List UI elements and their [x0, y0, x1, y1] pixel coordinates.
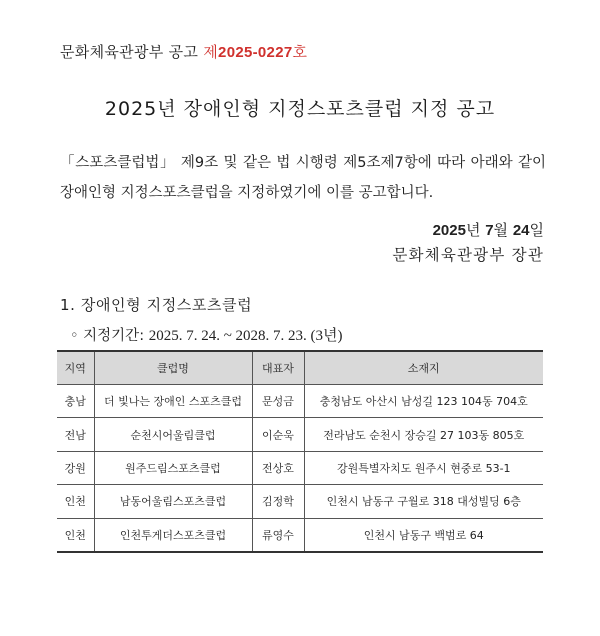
cell-club-name: 남동어울림스포츠클럽 [94, 485, 252, 518]
date-day-unit: 일 [529, 221, 544, 239]
cell-club-name: 순천시어울림클럽 [94, 418, 252, 451]
cell-address: 충청남도 아산시 남성길 123 104동 704호 [304, 385, 543, 418]
cell-address: 인천시 남동구 구월로 318 대성빌딩 6층 [304, 485, 543, 518]
date-year-unit: 년 [465, 221, 486, 239]
cell-representative: 류영수 [252, 518, 304, 552]
notice-number-value: 2025-0227 [218, 44, 293, 61]
cell-club-name: 더 빛나는 장애인 스포츠클럽 [94, 385, 252, 418]
period-label: ◦ 지정기간: [70, 328, 149, 344]
cell-address: 강원특별자치도 원주시 현중로 53-1 [304, 451, 543, 484]
page-title: 2025년 장애인형 지정스포츠클럽 지정 공고 [104, 98, 496, 120]
date-day: 24 [512, 222, 530, 239]
header-region: 지역 [64, 362, 86, 375]
issuer-signature: 문화체육관광부 장관 [392, 246, 544, 264]
table-row [57, 418, 543, 451]
club-table [57, 350, 543, 553]
cell-region: 인천 [64, 495, 86, 509]
notice-prefix: 문화체육관광부 공고 [60, 43, 204, 61]
table-row [57, 385, 543, 418]
cell-club-name: 인천투게더스포츠클럽 [94, 518, 252, 552]
cell-club-name: 원주드림스포츠클럽 [94, 451, 252, 484]
date-year: 2025 [432, 222, 466, 239]
body-part-2: 조 및 같은 법 시행령 제 [204, 155, 358, 171]
notice-date [433, 219, 544, 240]
table-row [57, 485, 543, 518]
section-heading: 1. 장애인형 지정스포츠클럽 [60, 296, 253, 314]
table-header-row [57, 351, 543, 385]
cell-representative: 문성금 [252, 385, 304, 418]
body-paragraph-number: 7 [394, 155, 404, 171]
cell-region: 인천 [64, 528, 86, 542]
table-row [57, 451, 543, 484]
cell-representative: 이순욱 [252, 418, 304, 451]
header-club-name: 클럽명 [94, 351, 252, 385]
cell-region: 강원 [64, 461, 86, 475]
designation-period [70, 324, 343, 345]
header-address: 소재지 [304, 351, 543, 385]
notice-number-line [60, 41, 307, 62]
date-month: 7 [485, 222, 494, 239]
notice-number-pre: 제 [203, 43, 219, 61]
cell-address: 인천시 남동구 백범로 64 [304, 518, 543, 552]
body-decree-article: 5 [357, 155, 367, 171]
body-part-1: 「스포츠클럽법」 제 [60, 155, 195, 171]
body-article-number: 9 [194, 155, 205, 171]
notice-number-post: 호 [292, 43, 308, 61]
body-part-4: 항에 따라 아래와 같이 장애인형 지정스포츠클럽을 지정하였기에 이를 공고합니다. [60, 155, 547, 201]
date-month-unit: 월 [493, 221, 513, 239]
header-representative: 대표자 [252, 351, 304, 385]
notice-body [60, 148, 546, 208]
table-row [57, 518, 543, 552]
cell-representative: 전상호 [252, 451, 304, 484]
period-dates: 2025. 7. 24. ~ 2028. 7. 23. (3년) [148, 328, 343, 344]
notice-number [203, 43, 307, 61]
body-part-3: 조제 [366, 155, 395, 171]
cell-representative: 김정학 [252, 485, 304, 518]
cell-region: 전남 [64, 428, 86, 442]
cell-address: 전라남도 순천시 장승길 27 103동 805호 [304, 418, 543, 451]
cell-region: 충남 [64, 395, 86, 409]
